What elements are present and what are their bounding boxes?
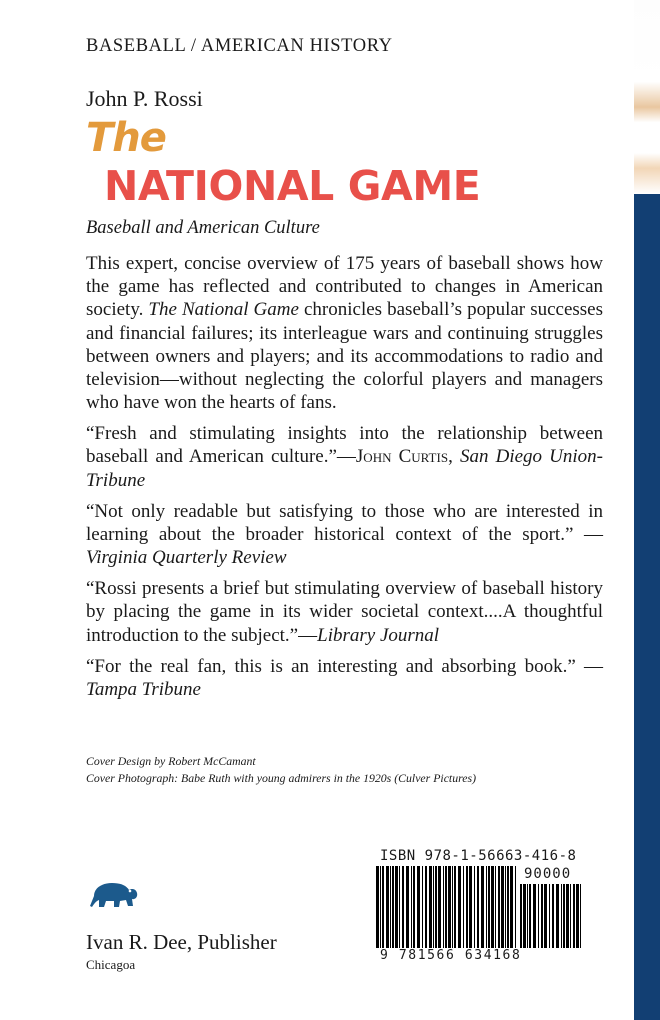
description: This expert, concise overview of 175 years of baseball shows how the game has reflected and contributed to changes in American society. The National Game chronicles baseball’s popular successes and financial failures; its interleague wars and continuing struggles between owners and players; and its accommodations to radio and television—without neglecting the colorful players and managers who have won the hearts of fans. xyxy=(86,253,604,414)
barcode-bar xyxy=(538,884,539,948)
barcode-bar xyxy=(429,866,432,948)
isbn-label: ISBN 978-1-56663-416-8 xyxy=(380,848,577,864)
barcode-bar xyxy=(563,884,565,948)
barcode-bar xyxy=(566,884,569,948)
barcode-bar xyxy=(417,866,420,948)
barcode-bar xyxy=(466,866,468,948)
author-name: John P. Rossi xyxy=(86,86,203,111)
barcode-bar xyxy=(549,884,550,948)
barcode-bar xyxy=(392,866,394,948)
barcode-bar xyxy=(443,866,444,948)
barcode-bar xyxy=(505,866,506,948)
barcode-bar xyxy=(544,884,547,948)
barcode-bar xyxy=(463,866,464,948)
barcode-bar xyxy=(435,866,437,948)
price-barcode xyxy=(520,884,582,948)
barcode-bar xyxy=(445,866,447,948)
barcode-bar xyxy=(481,866,484,948)
barcode-bar xyxy=(454,866,456,948)
barcode-bar xyxy=(452,866,453,948)
blurb: “Not only readable but satisfying to those who are interested in learning about the broader historical context of the sport.” —Virginia Quarterly Review xyxy=(86,500,603,569)
isbn-barcode xyxy=(376,866,516,948)
barcode-bar xyxy=(469,866,472,948)
barcode-bar xyxy=(580,884,581,948)
barcode-bar xyxy=(380,866,381,948)
barcode-bar xyxy=(458,866,461,948)
barcode-bar xyxy=(433,866,434,948)
cover-design-credit: Cover Design by Robert McCamant xyxy=(86,754,256,768)
price-code: 90000 xyxy=(524,866,572,882)
barcode-bar xyxy=(448,866,451,948)
barcode-bar xyxy=(576,884,579,948)
barcode-bar xyxy=(390,866,391,948)
barcode-bar xyxy=(561,884,562,948)
cover-credits xyxy=(86,753,626,786)
barcode-bar xyxy=(438,866,441,948)
barcode-bar xyxy=(541,884,543,948)
barcode-bar xyxy=(422,866,423,948)
barcode-bar xyxy=(491,866,494,948)
barcode-bar xyxy=(515,866,516,948)
barcode-bar xyxy=(474,866,475,948)
blurb: “Rossi presents a brief but stimulating overview of baseball history by placing the game in its wider societal context....A thoughtful introduction to the subject.”—Library Journal xyxy=(86,578,603,646)
barcode-bar xyxy=(570,884,571,948)
barcode-bar xyxy=(573,884,575,948)
barcode-bar xyxy=(556,884,559,948)
barcode-bar xyxy=(498,866,500,948)
barcode-bar xyxy=(510,866,513,948)
barcode-bar xyxy=(425,866,427,948)
barcode-bar xyxy=(477,866,479,948)
barcode-bar xyxy=(501,866,504,948)
back-cover-copy xyxy=(86,252,603,709)
subtitle: Baseball and American Culture xyxy=(86,218,320,238)
barcode-bar xyxy=(529,884,531,948)
barcode-bar xyxy=(386,866,389,948)
barcode-bar xyxy=(395,866,398,948)
barcode-bar xyxy=(413,866,415,948)
blurb: “Fresh and stimulating insights into the relationship between baseball and American culture.”—John Curtis, San Diego Union-Tribune xyxy=(86,423,603,491)
barcode-bar xyxy=(488,866,490,948)
elephant-logo-icon xyxy=(84,876,140,910)
spine-edge xyxy=(634,0,660,1020)
category-label: BASEBALL / AMERICAN HISTORY xyxy=(86,36,393,56)
cover-photo-credit: Cover Photograph: Babe Ruth with young admirers in the 1920s (Culver Pictures) xyxy=(86,770,477,785)
barcode-bar xyxy=(402,866,404,948)
blurb: “For the real fan, this is an interesting and absorbing book.” —Tampa Tribune xyxy=(86,655,603,700)
title-the: The xyxy=(86,115,166,161)
barcode-bar xyxy=(523,884,526,948)
barcode-bar xyxy=(376,866,379,948)
barcode-bar xyxy=(520,884,522,948)
barcode-number: 9 781566 634168 xyxy=(380,948,522,963)
barcode-bar xyxy=(533,884,536,948)
title-main: NATIONAL GAME xyxy=(104,162,481,210)
barcode-bar xyxy=(507,866,509,948)
barcode-bar xyxy=(411,866,412,948)
barcode-bar xyxy=(527,884,528,948)
barcode-bar xyxy=(382,866,384,948)
barcode-bar xyxy=(406,866,409,948)
barcode-bar xyxy=(486,866,487,948)
publisher-name: Ivan R. Dee, Publisher xyxy=(86,930,277,954)
barcode-bar xyxy=(399,866,400,948)
barcode-bar xyxy=(495,866,496,948)
barcode-bar xyxy=(552,884,554,948)
publisher-city: Chicagoa xyxy=(86,957,136,972)
